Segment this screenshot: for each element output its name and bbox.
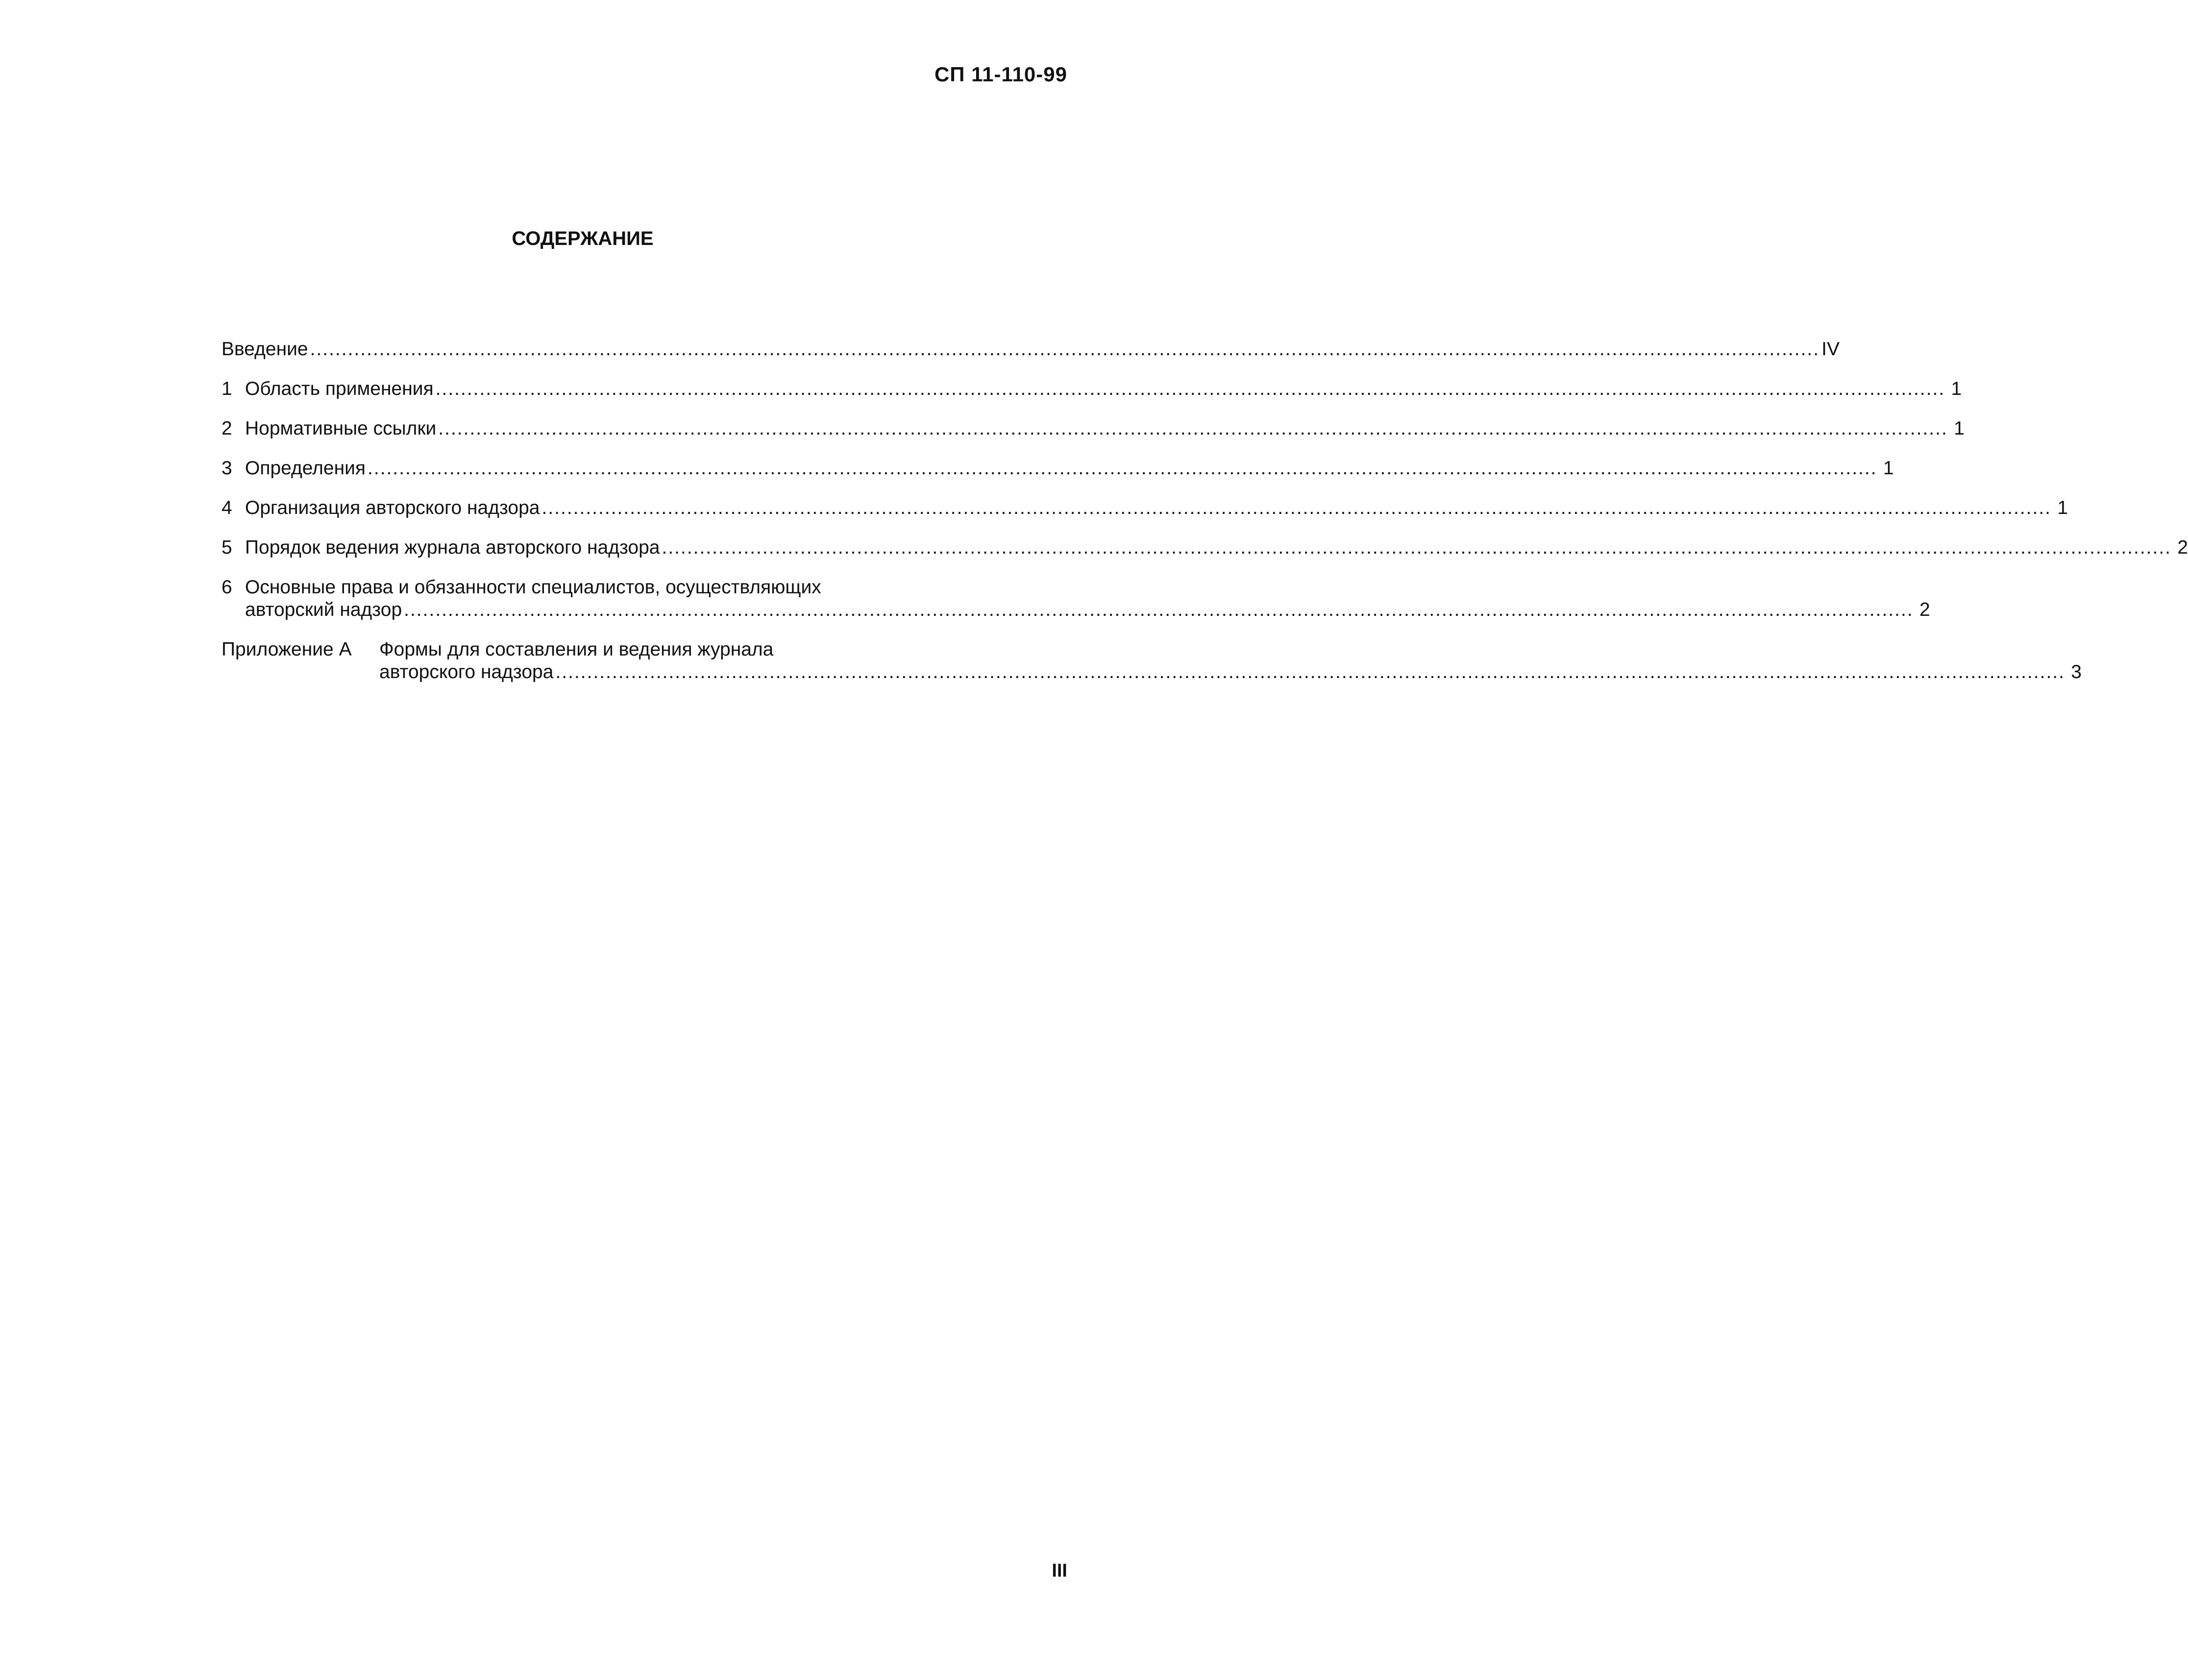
toc-entry-title: Нормативные ссылки [245, 418, 437, 439]
toc-entry-4 [221, 497, 2068, 519]
leader-dots [436, 378, 1945, 400]
toc-entry-number: 2 [221, 418, 232, 439]
annex-title-line2: авторского надзора [379, 661, 554, 682]
leader-dots [438, 417, 1948, 440]
toc-entry-6 [221, 576, 1930, 621]
toc-entry-title: Область применения [245, 378, 434, 399]
toc-entry-page: 1 [1883, 458, 1894, 479]
toc-entry-page: 1 [1954, 418, 1965, 439]
document-code: СП 11-110-99 [934, 63, 1067, 86]
toc-entry-2 [221, 417, 1965, 440]
annex-label: Приложение А [221, 639, 352, 660]
leader-dots [542, 497, 2052, 519]
toc-entry-introduction [221, 338, 1840, 361]
toc-entry-number: 1 [221, 378, 232, 399]
leader-dots [555, 661, 2065, 683]
toc-entry-3 [221, 457, 1894, 480]
table-of-contents [221, 338, 2188, 701]
toc-entry-number: 4 [221, 497, 232, 518]
toc-entry-1 [221, 378, 1962, 400]
leader-dots [368, 457, 1877, 480]
annex-page: 3 [2071, 661, 2082, 682]
leader-dots [310, 338, 1820, 361]
page-number: III [1052, 1560, 1067, 1581]
leader-dots [662, 536, 2172, 559]
toc-entry-number: 6 [221, 577, 232, 598]
toc-entry-title: Определения [245, 458, 366, 479]
toc-entry-page: IV [1821, 339, 1840, 360]
toc-entry-title-line1: Основные права и обязанности специалистов, осуществляющих [245, 577, 821, 598]
toc-entry-page: 1 [2057, 497, 2068, 518]
toc-entry-5 [221, 536, 2188, 559]
toc-title: СОДЕРЖАНИЕ [512, 228, 654, 249]
toc-entry-number: 3 [221, 458, 232, 479]
toc-entry-page: 2 [1919, 599, 1930, 620]
toc-entry-number: 5 [221, 537, 232, 558]
toc-entry-page: 2 [2177, 537, 2188, 558]
leader-dots [404, 599, 1914, 621]
annex-title-line1: Формы для составления и ведения журнала [379, 639, 774, 660]
toc-entry-title: Введение [221, 339, 308, 360]
toc-entry-page: 1 [1951, 378, 1962, 399]
toc-entry-annex-a [221, 638, 2082, 683]
toc-entry-title-line2: авторский надзор [245, 599, 402, 620]
toc-entry-title: Организация авторского надзора [245, 497, 540, 518]
toc-entry-title: Порядок ведения журнала авторского надзора [245, 537, 660, 558]
